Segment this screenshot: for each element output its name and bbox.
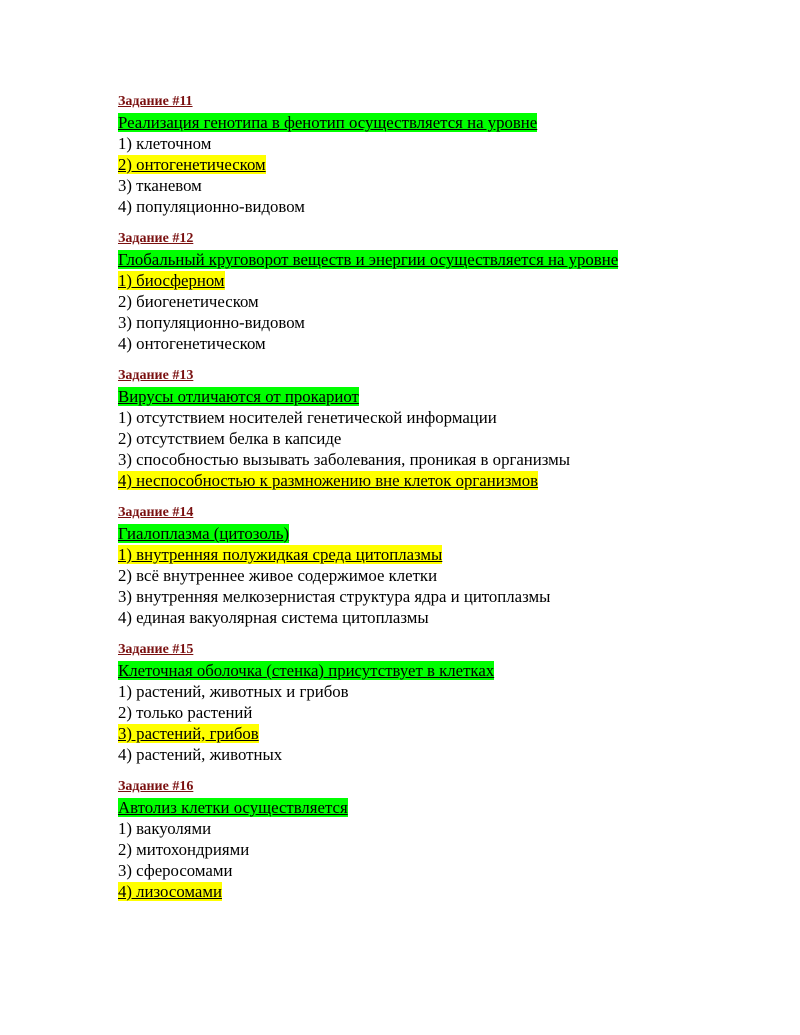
task-title: Задание #12 bbox=[118, 231, 194, 246]
option-4-correct: 4) неспособностью к размножению вне клеток организмов bbox=[118, 471, 539, 490]
option-1-correct: 1) биосферном bbox=[118, 271, 225, 290]
task-14 bbox=[118, 503, 758, 628]
task-11 bbox=[118, 92, 758, 217]
task-15 bbox=[118, 640, 758, 765]
question-text: Гиалоплазма (цитозоль) bbox=[118, 524, 290, 543]
option-3-correct: 3) растений, грибов bbox=[118, 724, 259, 743]
option-3: 3) популяционно-видовом bbox=[118, 313, 305, 332]
option-1: 1) вакуолями bbox=[118, 819, 212, 838]
option-2-correct: 2) онтогенетическом bbox=[118, 155, 266, 174]
task-title: Задание #13 bbox=[118, 368, 194, 383]
option-2: 2) только растений bbox=[118, 703, 253, 722]
task-title: Задание #16 bbox=[118, 779, 194, 794]
task-16 bbox=[118, 777, 758, 902]
document-page bbox=[118, 92, 758, 914]
question-text: Автолиз клетки осуществляется bbox=[118, 798, 348, 817]
option-4-correct: 4) лизосомами bbox=[118, 882, 222, 901]
option-2: 2) всё внутреннее живое содержимое клетки bbox=[118, 566, 438, 585]
option-1: 1) отсутствием носителей генетической информации bbox=[118, 408, 497, 427]
option-4: 4) растений, животных bbox=[118, 745, 283, 764]
option-3: 3) сферосомами bbox=[118, 861, 233, 880]
question-text: Глобальный круговорот веществ и энергии осуществляется на уровне bbox=[118, 250, 619, 269]
option-4: 4) популяционно-видовом bbox=[118, 197, 305, 216]
option-3: 3) способностью вызывать заболевания, проникая в организмы bbox=[118, 450, 571, 469]
question-text: Вирусы отличаются от прокариот bbox=[118, 387, 359, 406]
task-title: Задание #11 bbox=[118, 94, 193, 109]
question-text: Реализация генотипа в фенотип осуществляется на уровне bbox=[118, 113, 538, 132]
task-13 bbox=[118, 366, 758, 491]
task-title: Задание #15 bbox=[118, 642, 194, 657]
option-3: 3) тканевом bbox=[118, 176, 202, 195]
option-2: 2) митохондриями bbox=[118, 840, 250, 859]
option-1: 1) растений, животных и грибов bbox=[118, 682, 349, 701]
option-1-correct: 1) внутренняя полужидкая среда цитоплазмы bbox=[118, 545, 443, 564]
task-12 bbox=[118, 229, 758, 354]
option-2: 2) биогенетическом bbox=[118, 292, 259, 311]
option-3: 3) внутренняя мелкозернистая структура ядра и цитоплазмы bbox=[118, 587, 551, 606]
option-4: 4) онтогенетическом bbox=[118, 334, 266, 353]
task-title: Задание #14 bbox=[118, 505, 194, 520]
option-1: 1) клеточном bbox=[118, 134, 212, 153]
question-text: Клеточная оболочка (стенка) присутствует в клетках bbox=[118, 661, 495, 680]
option-2: 2) отсутствием белка в капсиде bbox=[118, 429, 342, 448]
option-4: 4) единая вакуолярная система цитоплазмы bbox=[118, 608, 429, 627]
